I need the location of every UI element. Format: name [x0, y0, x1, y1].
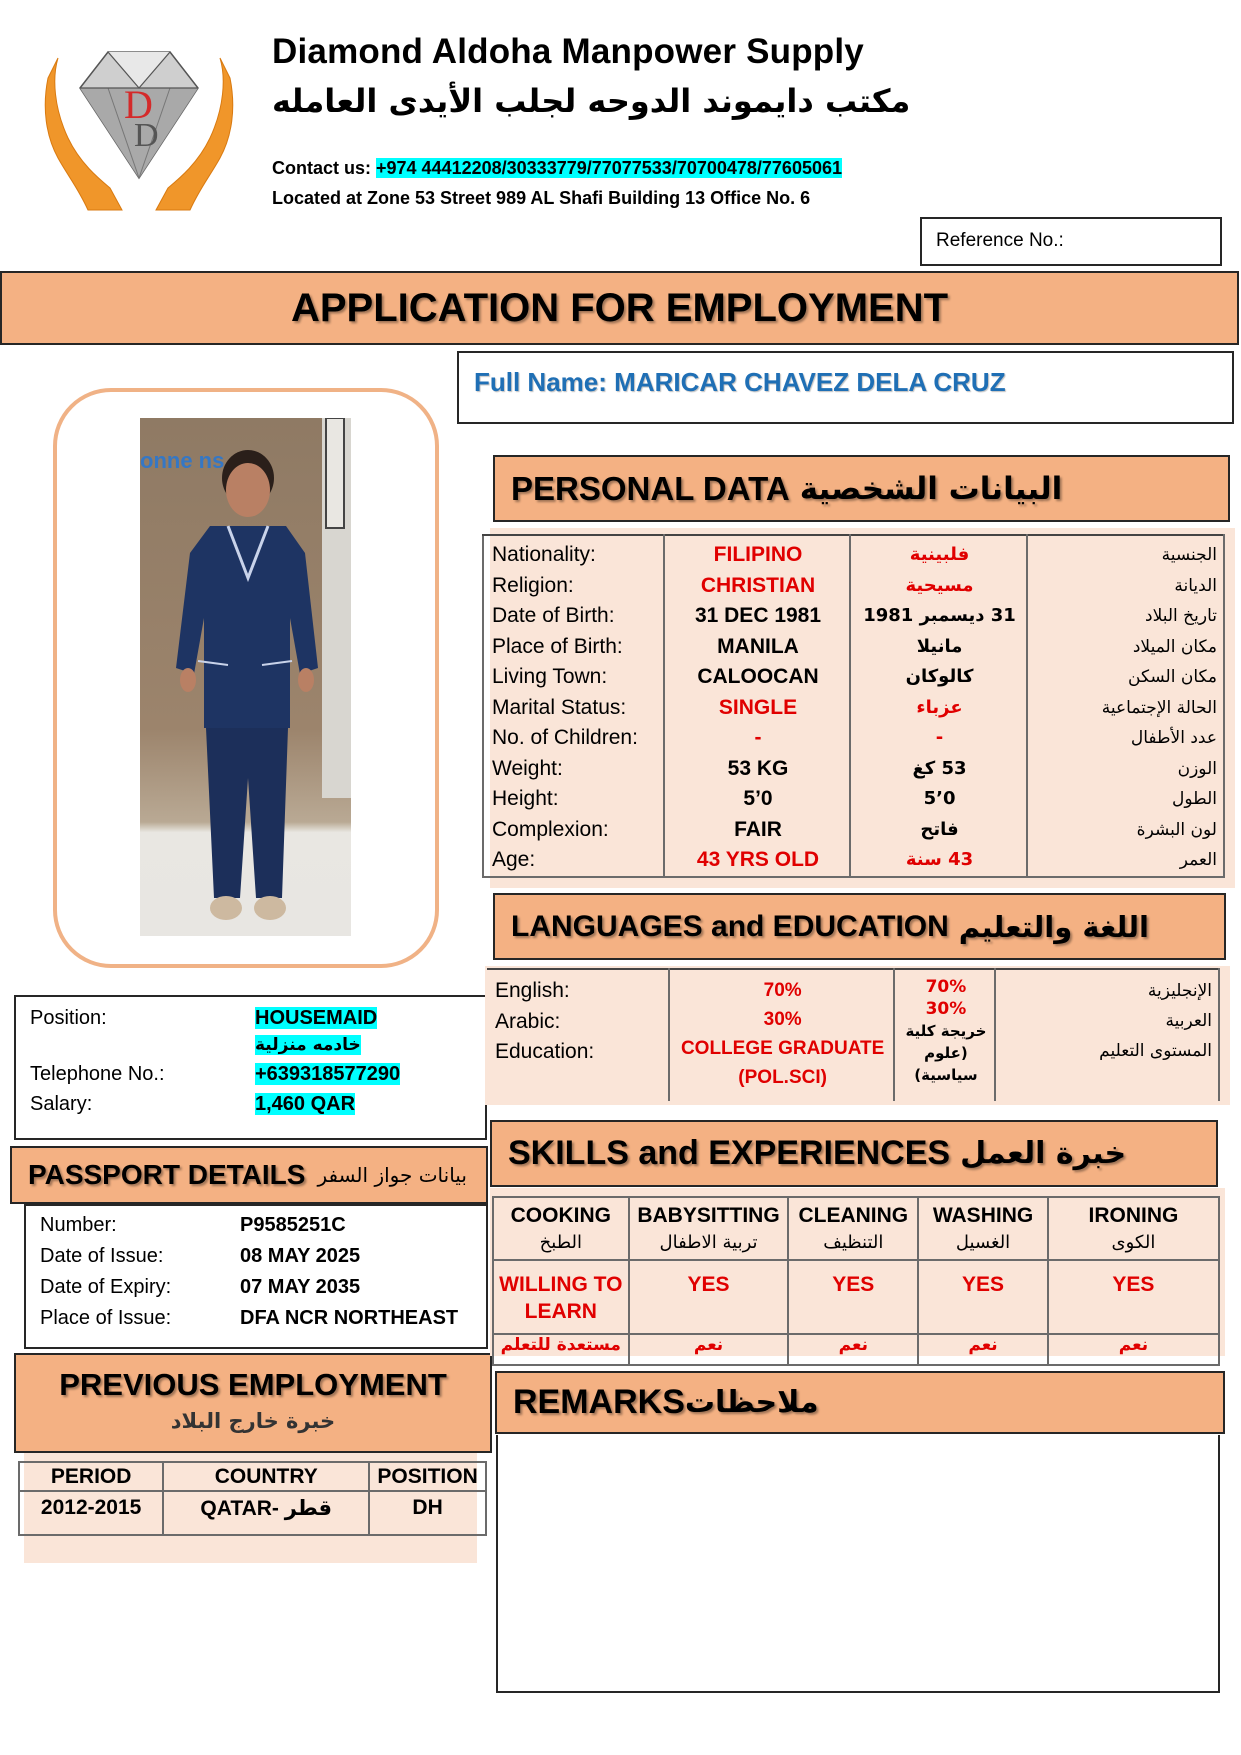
position-value-ar	[255, 1035, 361, 1055]
skill-header-ironing	[1048, 1197, 1219, 1260]
skills-header-ar: خبرة العمل	[960, 1136, 1127, 1171]
skill-value: YES	[918, 1260, 1048, 1334]
personal-field-value-ar: 31 ديسمبر 1981	[863, 605, 1016, 626]
personal-field-label-ar: مكان الميلاد	[1132, 636, 1217, 657]
telephone-value-text: +639318577290	[255, 1063, 401, 1085]
skills-header-en: SKILLS and EXPERIENCES	[508, 1134, 951, 1172]
office-address: Located at Zone 53 Street 989 AL Shafi Building 13 Office No. 6	[272, 188, 811, 208]
reference-number-box[interactable]	[920, 217, 1222, 266]
personal-field-label-ar: لون البشرة	[1136, 819, 1217, 840]
personal-data-header-ar: البيانات الشخصية	[799, 470, 1063, 507]
page-title-banner	[0, 271, 1239, 345]
personal-field-value-ar: مانيلا	[916, 635, 963, 657]
passport-row	[26, 1276, 486, 1306]
skill-name: CLEANING	[798, 1204, 909, 1227]
passport-row	[26, 1214, 486, 1244]
skill-name: IRONING	[1088, 1204, 1179, 1227]
language-field-label-ar: العربية	[1165, 1011, 1212, 1031]
personal-labels-column	[483, 535, 664, 877]
full-name-box	[457, 351, 1234, 424]
contact-label: Contact us:	[272, 158, 371, 178]
personal-field-label-ar: الحالة الإجتماعية	[1101, 697, 1217, 718]
language-field-label-ar: الإنجليزية	[1147, 981, 1212, 1001]
personal-field-label-ar: تاريخ البلاد	[1145, 606, 1217, 626]
language-field-label: Education:	[495, 1040, 595, 1063]
previous-employment-header-ar: خبرة خارج البلاد	[170, 1409, 336, 1433]
personal-data-header-en: PERSONAL DATA	[511, 469, 790, 507]
personal-field-label: Age:	[492, 848, 536, 871]
column-header-country: COUNTRY	[163, 1462, 369, 1491]
personal-field-value: 5’0	[743, 787, 773, 810]
applicant-photo-icon	[140, 418, 351, 936]
language-field-value: COLLEGE GRADUATE (POL.SCI)	[680, 1038, 885, 1088]
skill-header-cooking	[493, 1197, 629, 1260]
skill-value: YES	[788, 1260, 918, 1334]
skill-value-ar: نعم	[918, 1334, 1048, 1365]
telephone-value	[255, 1063, 400, 1086]
telephone-label: Telephone No.:	[30, 1063, 165, 1085]
personal-field-label: Nationality:	[492, 543, 596, 566]
passport-field-label: Number:	[40, 1214, 117, 1236]
previous-employment-row	[19, 1491, 486, 1535]
personal-labels-ar-column	[1027, 535, 1224, 877]
contact-numbers: +974 44412208/30333779/77077533/70700478/77605061	[376, 158, 842, 178]
passport-field-label: Date of Issue:	[40, 1245, 164, 1267]
photo-sign-text: onne ns	[140, 448, 225, 473]
personal-field-value: -	[754, 726, 762, 749]
personal-field-label: Weight:	[492, 756, 563, 780]
previous-employment-header-row	[19, 1462, 486, 1491]
personal-field-value: 43 YRS OLD	[696, 848, 820, 871]
skill-header-babysitting	[629, 1197, 789, 1260]
personal-field-label-ar: الطول	[1172, 789, 1217, 809]
salary-label: Salary:	[30, 1093, 93, 1115]
skill-value-ar: نعم	[788, 1334, 918, 1365]
language-field-value: 70%	[763, 980, 802, 1001]
page-title: APPLICATION FOR EMPLOYMENT	[290, 285, 949, 330]
position-label: Position:	[30, 1007, 107, 1029]
remarks-header-ar: ملاحظات	[684, 1385, 819, 1420]
skill-name-ar: الكوى	[1111, 1232, 1156, 1253]
position-box	[14, 995, 487, 1140]
personal-field-label-ar: مكان السكن	[1128, 667, 1217, 687]
previous-employment-header	[14, 1353, 492, 1453]
position-value-en: HOUSEMAID	[255, 1007, 378, 1029]
personal-field-value: SINGLE	[718, 695, 798, 719]
languages-values-ar-column	[894, 969, 995, 1101]
skill-name: WASHING	[932, 1204, 1034, 1227]
personal-data-table	[482, 534, 1225, 878]
language-field-label: Arabic:	[495, 1009, 561, 1033]
skill-name: BABYSITTING	[637, 1204, 780, 1227]
personal-field-value: CHRISTIAN	[700, 573, 816, 597]
personal-field-value-ar: عزباء	[916, 696, 963, 718]
personal-field-value-ar: كالوكان	[905, 666, 974, 687]
remarks-header	[495, 1371, 1225, 1434]
position-value	[255, 1007, 377, 1030]
personal-field-label: Date of Birth:	[492, 604, 615, 627]
passport-field-value: 08 MAY 2025	[240, 1245, 361, 1267]
skill-value: YES	[629, 1260, 789, 1334]
skill-name-ar: التنظيف	[823, 1232, 884, 1253]
passport-field-value: DFA NCR NORTHEAST	[240, 1307, 459, 1329]
passport-details-box	[24, 1204, 488, 1349]
languages-labels-ar-column	[995, 969, 1219, 1101]
personal-field-value-ar: فلبينية	[909, 544, 970, 565]
skill-value-ar: مستعدة للتعلم	[493, 1334, 629, 1365]
personal-values-ar-column	[850, 535, 1026, 877]
passport-field-value: 07 MAY 2035	[240, 1276, 361, 1298]
previous-employment-table	[18, 1461, 487, 1536]
language-field-value-ar: 30%	[925, 999, 967, 1019]
personal-field-label-ar: عدد الأطفال	[1130, 728, 1217, 748]
personal-field-label: Place of Birth:	[492, 634, 623, 658]
passport-field-value: P9585251C	[240, 1214, 346, 1236]
company-name-ar: مكتب دايموند الدوحه لجلب الأيدى العامله	[272, 82, 911, 120]
personal-field-label: No. of Children:	[492, 726, 638, 749]
applicant-photo	[140, 418, 351, 936]
passport-row	[26, 1245, 486, 1275]
personal-field-value: FILIPINO	[713, 543, 803, 566]
skill-name-ar: الغسيل	[955, 1232, 1011, 1253]
skills-table	[492, 1196, 1220, 1366]
period-cell: 2012-2015	[19, 1491, 163, 1535]
language-field-value-ar: 70%	[925, 977, 967, 997]
skill-header-cleaning	[788, 1197, 918, 1260]
country-cell: QATAR- قطر	[163, 1491, 369, 1535]
languages-header-ar: اللغة والتعليم	[958, 909, 1149, 944]
reference-label: Reference No.:	[936, 230, 1064, 251]
personal-field-value-ar: مسيحية	[905, 574, 974, 596]
skill-value-ar: نعم	[629, 1334, 789, 1365]
passport-field-label: Date of Expiry:	[40, 1276, 172, 1298]
passport-row	[26, 1307, 486, 1337]
personal-data-header	[493, 455, 1230, 522]
salary-value-text: 1,460 QAR	[255, 1093, 356, 1115]
personal-field-value: CALOOCAN	[697, 665, 819, 688]
previous-employment-header-en: PREVIOUS EMPLOYMENT	[59, 1367, 447, 1402]
full-name-label: Full Name:	[474, 367, 607, 397]
personal-field-label: Marital Status:	[492, 695, 627, 719]
personal-field-value: FAIR	[734, 817, 782, 841]
logo-letter-d-shadow: D	[134, 117, 159, 154]
position-cell: DH	[369, 1491, 486, 1535]
personal-field-value: 31 DEC 1981	[694, 604, 822, 627]
language-field-value-ar: خريجة كلية (علوم سياسية)	[905, 1022, 987, 1084]
company-name-en: Diamond Aldoha Manpower Supply	[272, 32, 864, 71]
personal-field-label: Complexion:	[492, 817, 609, 841]
skills-experiences-header	[490, 1120, 1218, 1187]
skill-name-ar: الطبخ	[539, 1232, 582, 1253]
passport-section-header	[10, 1146, 488, 1204]
languages-header-en: LANGUAGES and EDUCATION	[511, 909, 949, 943]
languages-education-header	[493, 893, 1226, 960]
remarks-header-en: REMARKS	[513, 1383, 685, 1421]
company-logo	[28, 38, 250, 214]
logo-letter-d: D	[124, 82, 153, 127]
passport-header-ar: بيانات جواز السفر	[317, 1163, 467, 1187]
salary-value	[255, 1093, 355, 1116]
skill-name-ar: تربية الاطفال	[659, 1232, 758, 1253]
position-value-ar-text: خادمه منزلية	[255, 1035, 361, 1055]
personal-field-value: MANILA	[717, 634, 799, 658]
personal-field-value-ar: 0’5	[923, 788, 956, 809]
remarks-text-area[interactable]	[496, 1435, 1220, 1693]
column-header-position: POSITION	[369, 1462, 486, 1491]
languages-values-column	[669, 969, 895, 1101]
language-field-label: English:	[495, 979, 570, 1002]
skill-value: WILLING TO LEARN	[493, 1260, 629, 1334]
personal-field-label-ar: الجنسية	[1161, 545, 1217, 565]
skill-value-ar: نعم	[1048, 1334, 1219, 1365]
personal-field-label-ar: الوزن	[1177, 758, 1217, 779]
languages-table	[487, 968, 1220, 1101]
language-field-label-ar: المستوى التعليم	[1099, 1041, 1212, 1061]
contact-line	[272, 158, 842, 179]
personal-field-value-ar: 53 كغ	[912, 757, 967, 779]
skill-name: COOKING	[510, 1204, 611, 1227]
language-field-value: 30%	[763, 1009, 802, 1030]
skill-value: YES	[1048, 1260, 1219, 1334]
column-header-period: PERIOD	[19, 1462, 163, 1491]
languages-labels-column	[487, 969, 669, 1101]
personal-field-value-ar: 43 سنة	[905, 849, 974, 870]
personal-field-label-ar: الديانة	[1174, 575, 1217, 596]
passport-field-label: Place of Issue:	[40, 1307, 172, 1329]
skill-header-washing	[918, 1197, 1048, 1260]
personal-field-label: Religion:	[492, 573, 574, 597]
personal-field-value: 53 KG	[727, 756, 789, 780]
personal-field-value-ar: -	[935, 727, 944, 748]
full-name-value: MARICAR CHAVEZ DELA CRUZ	[614, 367, 1006, 397]
personal-values-column	[664, 535, 851, 877]
personal-field-label: Living Town:	[492, 665, 608, 688]
passport-header-en: PASSPORT DETAILS	[28, 1159, 306, 1190]
diamond-hands-logo-icon	[28, 38, 250, 214]
personal-field-label-ar: العمر	[1179, 850, 1217, 870]
personal-field-label: Height:	[492, 787, 559, 810]
personal-field-value-ar: فاتح	[920, 818, 959, 840]
